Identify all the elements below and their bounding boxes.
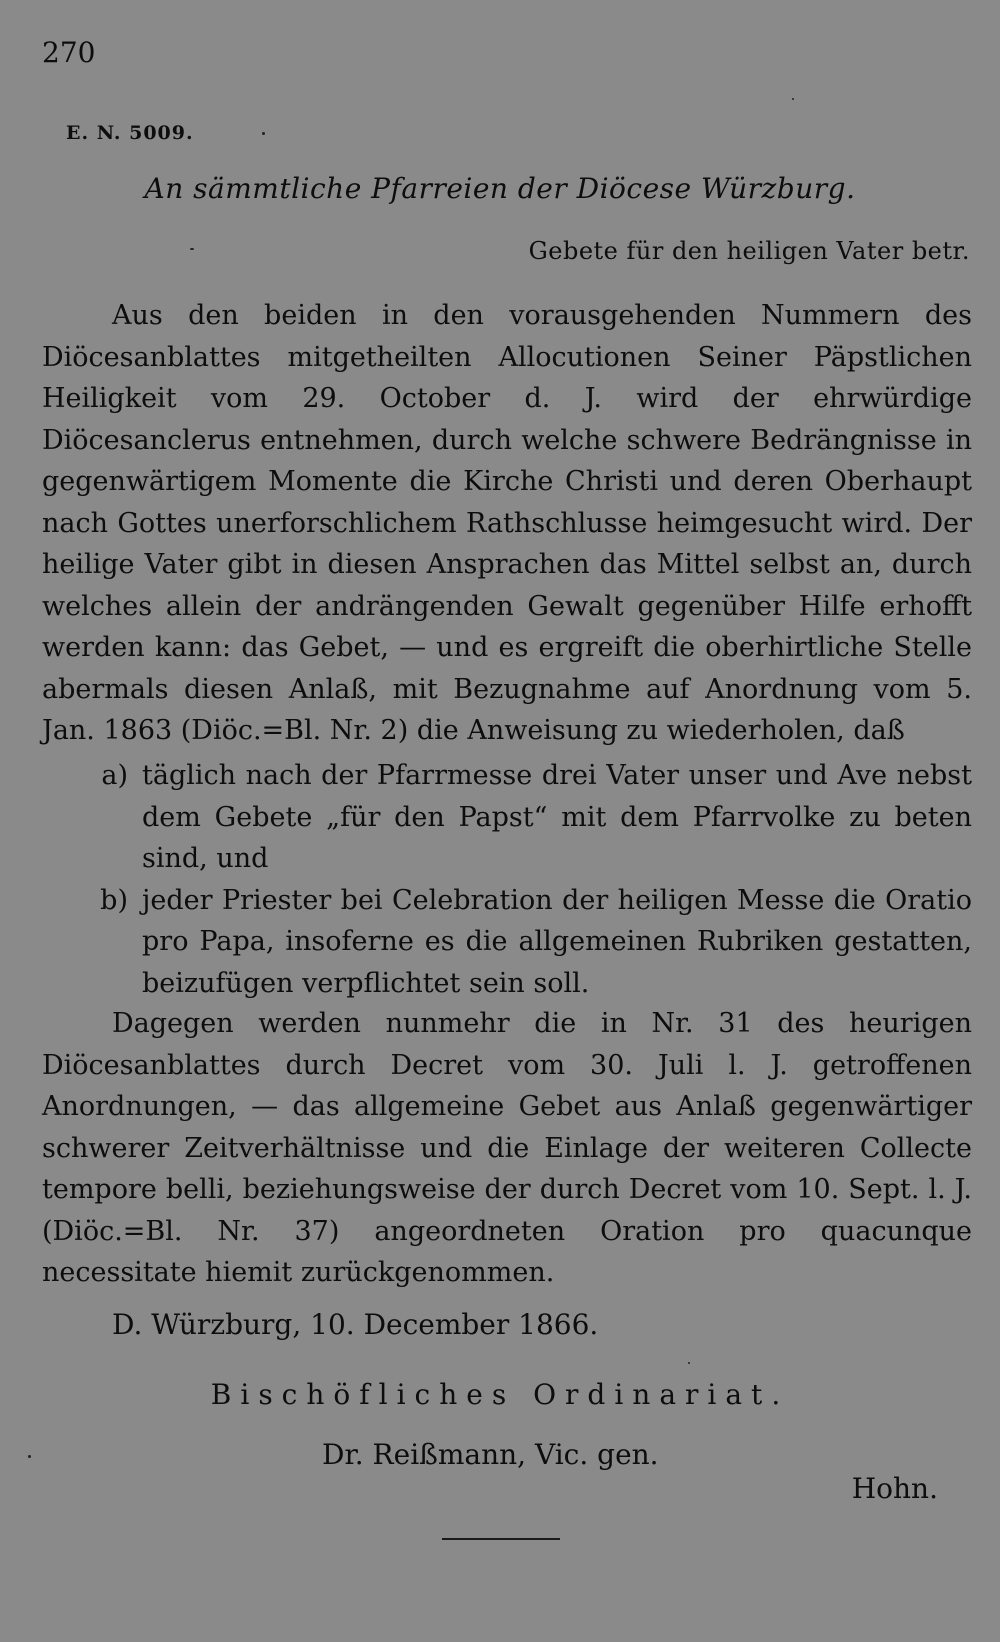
print-speck	[28, 1455, 31, 1458]
reference-number: E. N. 5009.	[66, 122, 194, 144]
list-item-text: täglich nach der Pfarrmesse drei Vater unser und Ave nebst dem Gebete „für den Papst“ mit dem Pfarrvolke zu beten sind, und	[142, 760, 972, 874]
list-item-marker: a)	[101, 760, 128, 791]
print-speck	[190, 248, 194, 250]
print-speck	[792, 98, 794, 100]
date-line: D. Würzburg, 10. December 1866.	[112, 1308, 599, 1341]
document-heading: An sämmtliche Pfarreien der Diöcese Würzburg.	[144, 172, 856, 205]
print-speck	[688, 1362, 690, 1364]
list-item-text: jeder Priester bei Celebration der heiligen Messe die Oratio pro Papa, insoferne es die allgemeinen Rubriken gestatten, beizufügen verpflichtet sein soll.	[142, 884, 972, 999]
page-number: 270	[42, 36, 96, 69]
paragraph-intro: Aus den beiden in den vorausgehenden Nummern des Diöcesanblattes mitgetheilten Allocutionen Seiner Päpstlichen Heiligkeit vom 29. October d. J. wird der ehrwürdige Diöcesanclerus entnehmen, durch welche schwere Bedrängnisse in gegenwärtigem Momente die Kirche Christi und deren Oberhaupt nach Gottes unerforschlichem Rathschlusse heimgesucht wird. Der heilige Vater gibt in diesen Ansprachen das Mittel selbst an, durch welches allein der andrängenden Gewalt gegenüber Hilfe erhofft werden kann: das Gebet, — und es ergreift die oberhirtliche Stelle abermals diesen Anlaß, mit Bezugnahme auf Anordnung vom 5. Jan. 1863 (Diöc.=Bl. Nr. 2) die Anweisung zu wiederholen, daß	[42, 300, 972, 746]
paragraph-revocation: Dagegen werden nunmehr die in Nr. 31 des heurigen Diöcesanblattes durch Decret vom 30. Juli l. J. getroffenen Anordnungen, — das allgemeine Gebet aus Anlaß gegenwärtiger schwerer Zeitverhältnisse und die Einlage der weiteren Collecte tempore belli, beziehungsweise der durch Decret vom 10. Sept. l. J. (Diöc.=Bl. Nr. 37) angeordneten Oration pro quacunque necessitate hiemit zurückgenommen.	[42, 1008, 972, 1288]
instruction-list	[42, 755, 972, 1004]
clerk-initials: Hohn.	[851, 1472, 938, 1505]
subject-line: Gebete für den heiligen Vater betr.	[528, 237, 970, 265]
list-item	[42, 880, 972, 1005]
list-item-marker: b)	[100, 884, 128, 916]
list-item	[42, 755, 972, 880]
signer-name: Dr. Reißmann, Vic. gen.	[322, 1438, 659, 1471]
print-speck	[262, 132, 265, 135]
issuing-authority: Bischöfliches Ordinariat.	[210, 1378, 790, 1411]
closing-rule	[442, 1538, 560, 1540]
